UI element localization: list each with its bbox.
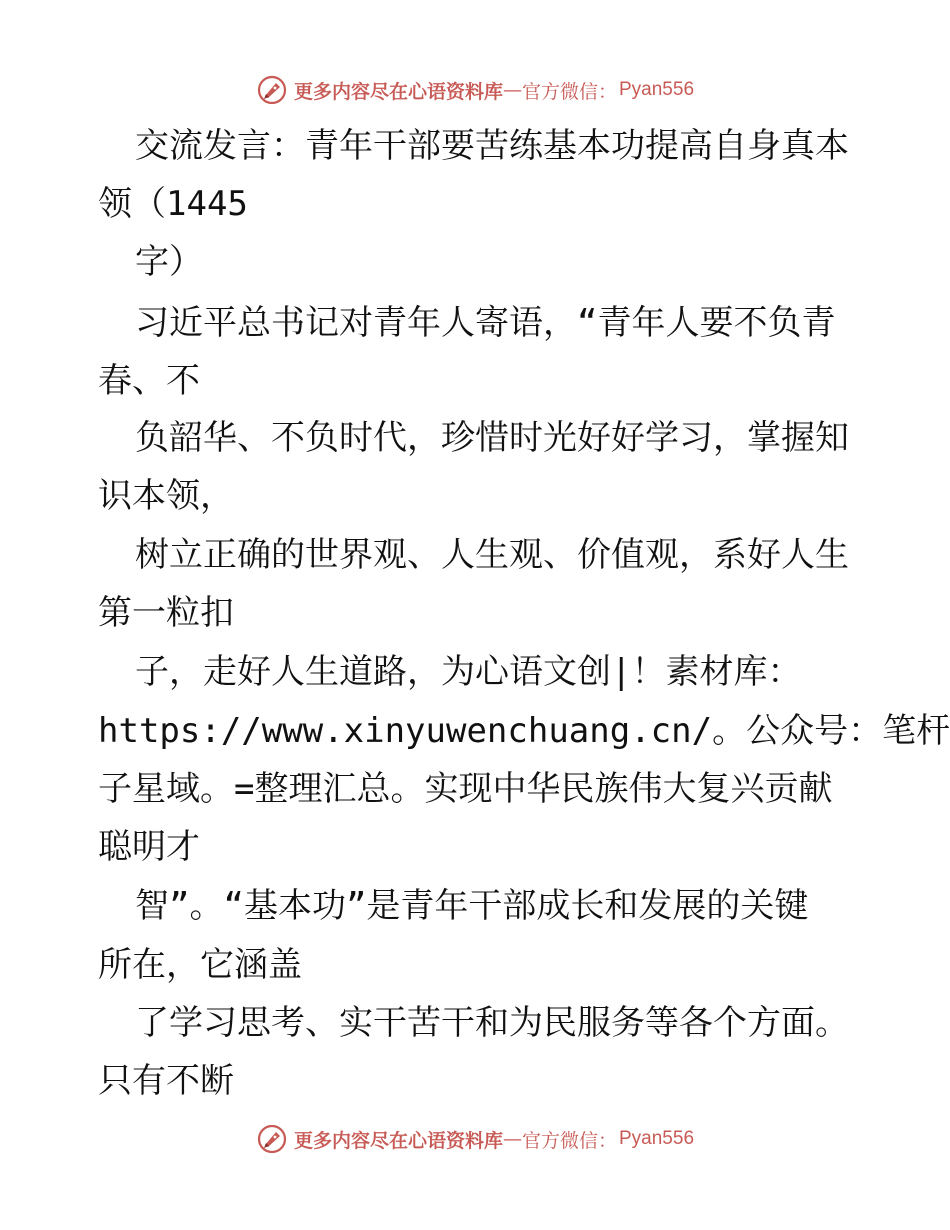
text-line: 聪明才 [98,827,200,867]
watermark-dash: — [502,1128,522,1150]
watermark-account-label: 官方微信： [521,80,617,103]
text-line: 领（1445 [98,184,248,224]
text-line: 子星域。=整理汇总。实现中华民族伟大复兴贡献 [98,769,833,809]
watermark-account-label: 官方微信： [521,1129,617,1152]
watermark-brand: 更多内容尽在心语资料库 [293,1129,503,1152]
text-line: https://www.xinyuwenchuang.cn/。公众号：笔杆 [98,711,950,751]
text-line: 春、不 [98,361,200,401]
text-line: 智”。“基本功”是青年干部成长和发展的关键 [135,886,809,926]
header-watermark [0,70,950,110]
watermark-account-handle: Pyan556 [619,79,695,100]
text-line: 字） [135,242,203,282]
text-line: 所在，它涵盖 [98,945,302,985]
text-line: 第一粒扣 [98,593,234,633]
footer-watermark [0,1119,950,1159]
text-line: 树立正确的世界观、人生观、价值观，系好人生 [135,535,849,575]
text-line: 只有不断 [98,1061,234,1101]
text-line: 识本领， [98,476,234,516]
text-line: 习近平总书记对青年人寄语，“青年人要不负青 [135,303,836,343]
text-line: 子，走好人生道路，为心语文创|！素材库： [135,652,802,692]
text-line: 了学习思考、实干苦干和为民服务等各个方面。 [135,1003,849,1043]
watermark-account-handle: Pyan556 [619,1128,695,1149]
pen-nib-icon [256,1123,288,1155]
pen-nib-icon [256,74,288,106]
text-line: 负韶华、不负时代，珍惜时光好好学习，掌握知 [135,418,849,458]
watermark-brand: 更多内容尽在心语资料库 [293,80,503,103]
watermark-dash: — [502,79,522,101]
text-line: 交流发言：青年干部要苦练基本功提高自身真本 [135,126,849,166]
